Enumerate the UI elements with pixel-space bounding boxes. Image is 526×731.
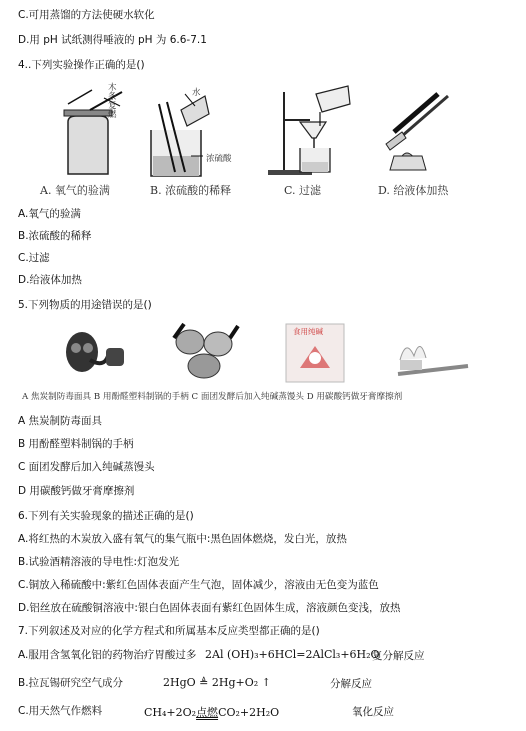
q6-option-c: C.铜放入稀硫酸中:紫红色固体表面产生气泡，固体减少，溶液由无色变为蓝色 xyxy=(18,579,379,591)
q4-b-acid-label: 浓硫酸 xyxy=(206,154,232,164)
q5-packet-text: 食用纯碱 xyxy=(293,327,323,336)
q5-caption: A 焦炭制防毒面具 B 用酚醛塑料制锅的手柄 C 面团发酵后加入纯碱蒸馒头 D 用碳酸钙做牙膏摩擦剂 xyxy=(22,392,403,402)
q7-option-b-type: 分解反应 xyxy=(330,678,372,690)
q4-figure-d xyxy=(378,86,456,178)
q5-pot-handle-image xyxy=(170,318,240,384)
q5-toothbrush-image xyxy=(392,320,472,384)
q7-option-a-type: 复分解反应 xyxy=(372,650,425,662)
q7-option-a-text: A.服用含氢氧化铝的药物治疗胃酸过多 xyxy=(18,649,197,661)
q7-option-c-text: C.用天然气作燃料 xyxy=(18,705,103,717)
q3-option-d: D.用 pH 试纸测得唾液的 pH 为 6.6-7.1 xyxy=(18,34,207,46)
q7-option-c-eq-condition: 点燃 xyxy=(196,706,219,719)
q4-b-water-label: 水 xyxy=(192,88,201,98)
q7-option-a-equation: 2Al (OH)₃+6HCl=2AlCl₃+6H₂O xyxy=(205,648,380,661)
q5-gas-mask-image xyxy=(60,322,130,382)
q4-figure-b xyxy=(145,84,215,180)
q4-figure-c xyxy=(264,82,354,178)
q4-caption-b: B. 浓硫酸的稀释 xyxy=(150,184,232,197)
q5-option-a: A 焦炭制防毒面具 xyxy=(18,415,103,427)
q7-option-c-eq-pre: CH₄+2O₂ xyxy=(144,706,197,719)
q7-option-b-equation: 2HgO ≜ 2Hg+O₂ ↑ xyxy=(163,676,271,689)
q3-option-c: C.可用蒸馏的方法使硬水软化 xyxy=(18,9,155,21)
q6-option-d: D.铝丝放在硫酸铜溶液中:银白色固体表面有紫红色固体生成，溶液颜色变浅，放热 xyxy=(18,602,401,614)
q6-option-a: A.将红热的木炭放入盛有氧气的集气瓶中:黑色固体燃烧，发白光，放热 xyxy=(18,533,347,545)
q6-stem: 6.下列有关实验现象的描述正确的是() xyxy=(18,510,194,522)
q4-caption-c: C. 过滤 xyxy=(284,184,322,197)
q7-option-c-eq-post: CO₂+2H₂O xyxy=(218,706,280,719)
q7-option-b-text: B.拉瓦锡研究空气成分 xyxy=(18,677,124,689)
q7-stem: 7.下列叙述及对应的化学方程式和所属基本反应类型都正确的是() xyxy=(18,625,320,637)
q5-option-b: B 用酚醛塑料制锅的手柄 xyxy=(18,438,134,450)
q5-stem: 5.下列物质的用途错误的是() xyxy=(18,299,152,311)
q4-figure-a xyxy=(48,82,138,180)
q4-caption-d: D. 给液体加热 xyxy=(378,184,449,197)
q4-a-label: 木条复燃 xyxy=(108,83,117,120)
q4-stem: 4..下列实验操作正确的是() xyxy=(18,59,145,71)
q5-option-c: C 面团发酵后加入纯碱蒸馒头 xyxy=(18,461,155,473)
q4-option-b: B.浓硫酸的稀释 xyxy=(18,230,92,242)
q7-option-c-type: 氧化反应 xyxy=(352,706,394,718)
q4-option-d: D.给液体加热 xyxy=(18,274,82,286)
q4-option-a: A.氧气的验满 xyxy=(18,208,81,220)
q5-option-d: D 用碳酸钙做牙膏摩擦剂 xyxy=(18,485,135,497)
q4-caption-a: A. 氧气的验满 xyxy=(40,184,110,197)
q7-option-c-equation xyxy=(144,704,279,720)
q4-option-c: C.过滤 xyxy=(18,252,50,264)
q6-option-b: B.试验酒精溶液的导电性:灯泡发光 xyxy=(18,556,180,568)
